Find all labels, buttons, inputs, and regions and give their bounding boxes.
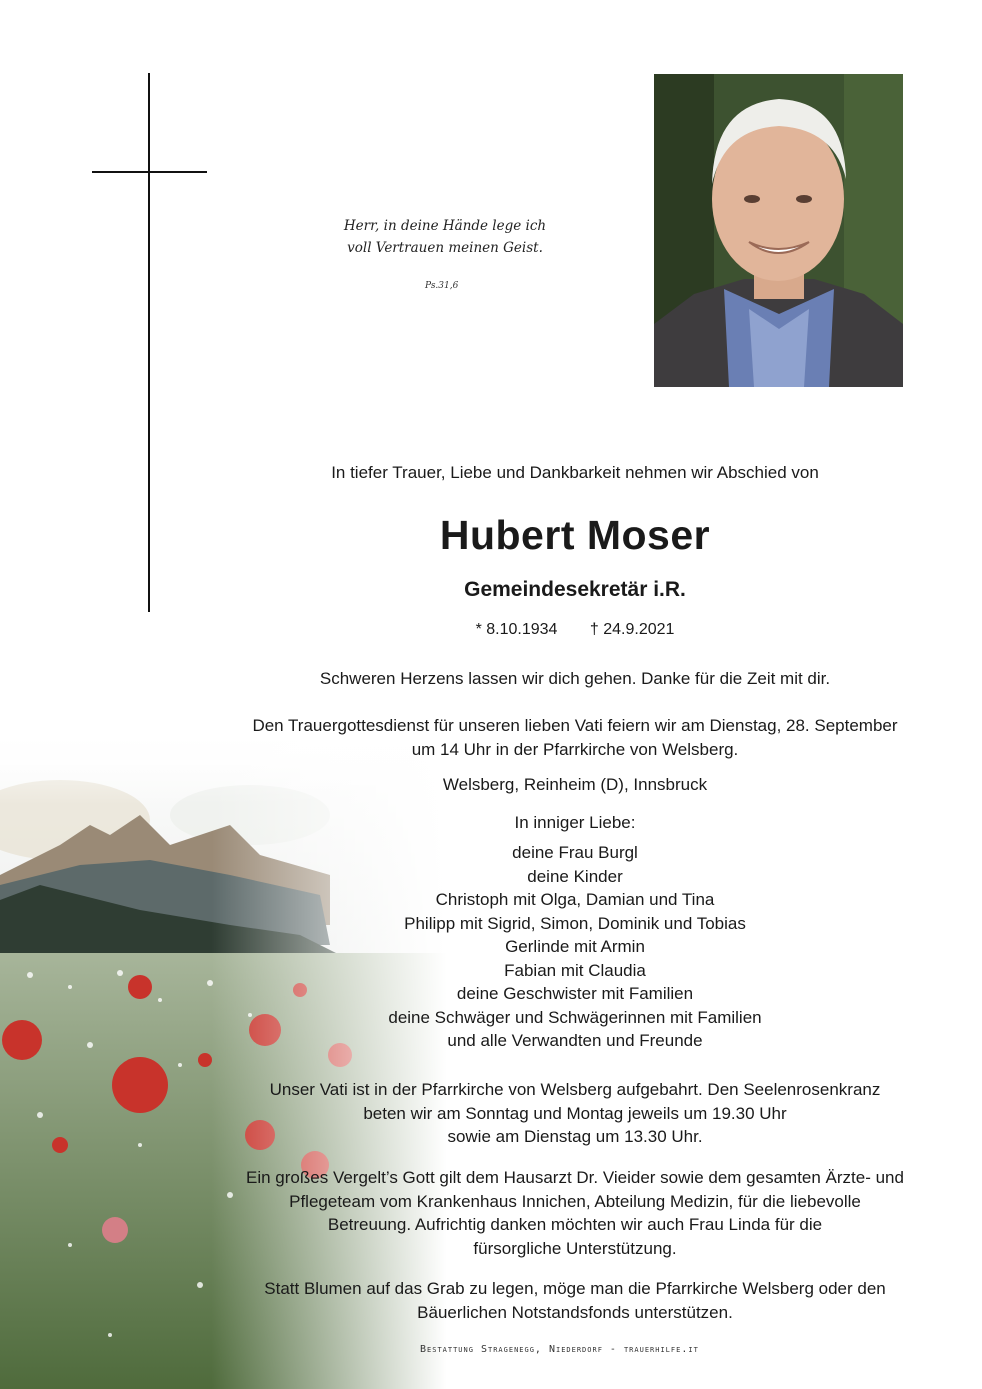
intro-text: In tiefer Trauer, Liebe und Dankbarkeit nehmen wir Abschied von — [331, 463, 819, 482]
text-line: Ein großes Vergelt’s Gott gilt dem Hausarzt Dr. Vieider sowie dem gesamten Ärzte- und — [246, 1168, 904, 1187]
bible-verse — [300, 215, 590, 259]
verse-reference: Ps.31,6 — [425, 281, 459, 291]
places-text: Welsberg, Reinheim (D), Innsbruck — [442, 775, 708, 794]
text-line: Unser Vati ist in der Pfarrkirche von Welsberg aufgebahrt. Den Seelenrosenkranz — [269, 1080, 881, 1099]
text-line: Statt Blumen auf das Grab zu legen, möge man die Pfarrkirche Welsberg oder den — [264, 1279, 886, 1298]
viewing-paragraph — [205, 1078, 945, 1149]
donations-paragraph — [205, 1277, 945, 1324]
love-text: In inniger Liebe: — [514, 813, 636, 832]
birth-date: * 8.10.1934 — [475, 621, 558, 638]
text-line: sowie am Dienstag um 13.30 Uhr. — [447, 1127, 703, 1146]
service-paragraph — [205, 714, 945, 761]
deceased-name: Hubert Moser — [439, 512, 711, 558]
family-member: Philipp mit Sigrid, Simon, Dominik und Tobias — [404, 913, 746, 933]
verse-line: voll Vertrauen meinen Geist. — [347, 240, 543, 256]
deceased-title: Gemeindesekretär i.R. — [464, 578, 686, 601]
family-member: Fabian mit Claudia — [504, 960, 646, 980]
verse-line: Herr, in deine Hände lege ich — [343, 218, 547, 234]
farewell-text: Schweren Herzens lassen wir dich gehen. Danke für die Zeit mit dir. — [319, 669, 831, 688]
text-line: fürsorgliche Unterstützung. — [473, 1238, 677, 1258]
text-line: Betreuung. Aufrichtig danken möchten wir auch Frau Linda für die — [327, 1215, 823, 1234]
text-line: Bäuerlichen Notstandsfonds unterstützen. — [417, 1302, 733, 1322]
family-member: und alle Verwandten und Freunde — [447, 1031, 703, 1050]
text-line: um 14 Uhr in der Pfarrkirche von Welsberg. — [411, 739, 739, 759]
portrait-photo — [654, 74, 903, 387]
family-member: deine Geschwister mit Familien — [456, 984, 694, 1003]
text-line: Den Trauergottesdienst für unseren lieben Vati feiern wir am Dienstag, 28. September — [252, 716, 898, 735]
family-member: deine Frau Burgl — [512, 843, 638, 862]
family-list — [205, 841, 945, 1053]
cross-horizontal-bar — [92, 171, 207, 173]
text-line: Pflegeteam vom Krankenhaus Innichen, Abteilung Medizin, für die liebevolle — [289, 1191, 861, 1211]
family-member: deine Kinder — [527, 866, 623, 886]
life-dates — [205, 621, 945, 639]
death-date: † 24.9.2021 — [589, 621, 675, 638]
family-member: Gerlinde mit Armin — [505, 937, 645, 956]
text-line: beten wir am Sonntag und Montag jeweils um 19.30 Uhr — [363, 1103, 787, 1123]
family-member: Christoph mit Olga, Damian und Tina — [435, 890, 715, 909]
thanks-paragraph — [205, 1166, 945, 1260]
funeral-home-footer: Bestattung Stragenegg, Niederdorf - trauerhilfe.it — [420, 1344, 699, 1355]
cross-vertical-bar — [148, 73, 150, 612]
family-member: deine Schwäger und Schwägerinnen mit Familien — [388, 1007, 762, 1027]
